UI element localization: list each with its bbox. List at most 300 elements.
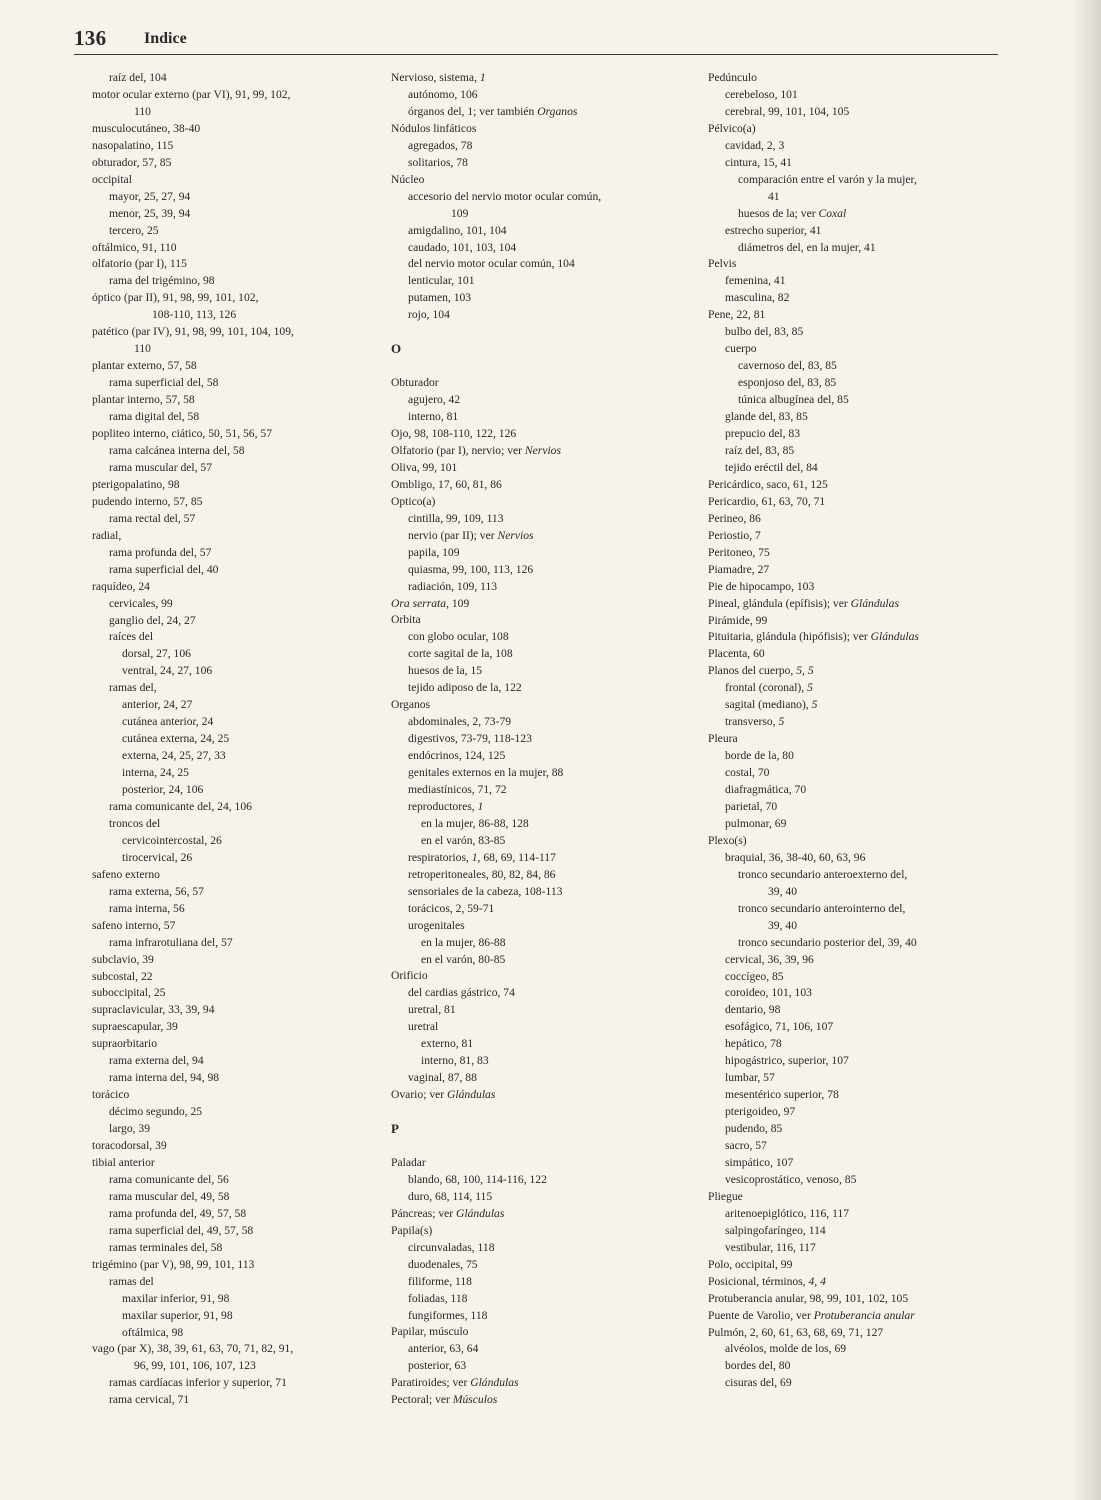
index-entry	[708, 104, 998, 121]
index-entry	[92, 1104, 382, 1121]
entry-text: rama del trigémino, 98	[109, 274, 215, 288]
index-entry	[92, 952, 382, 969]
index-entry	[92, 1172, 382, 1189]
index-entry	[708, 629, 998, 646]
entry-text: tejido adiposo de la, 122	[408, 681, 522, 695]
index-entry	[708, 1002, 998, 1019]
index-entry	[708, 511, 998, 528]
entry-text: posterior, 24, 106	[122, 783, 204, 797]
entry-text: safeno interno, 57	[92, 918, 176, 932]
index-entry	[708, 87, 998, 104]
entry-text: rama externa del, 94	[109, 1054, 204, 1068]
index-entry	[391, 206, 681, 223]
entry-text: 39, 40	[768, 918, 797, 932]
entry-text: rama infrarotuliana del, 57	[109, 935, 233, 949]
index-entry	[92, 443, 382, 460]
entry-text: raíz del, 104	[109, 71, 167, 84]
entry-text: raquídeo, 24	[92, 579, 150, 593]
index-entry	[391, 1087, 681, 1104]
index-entry	[708, 1138, 998, 1155]
entry-italic-ref: Nervios	[524, 443, 561, 457]
entry-text: rama superficial del, 58	[109, 376, 219, 390]
index-entry	[708, 392, 998, 409]
index-entry	[92, 273, 382, 290]
index-entry	[391, 511, 681, 528]
entry-text: tronco secundario anterointerno del,	[738, 901, 906, 915]
index-entry	[391, 1070, 681, 1087]
index-entry	[391, 612, 681, 629]
entry-text: del nervio motor ocular común, 104	[408, 257, 575, 271]
entry-text: tibial anterior	[92, 1156, 155, 1169]
entry-text: vesicoprostático, venoso, 85	[725, 1172, 857, 1186]
index-entry	[708, 494, 998, 511]
index-entry	[92, 1121, 382, 1138]
index-entry	[92, 579, 382, 596]
entry-text: Papila(s)	[391, 1223, 433, 1237]
index-column-2	[391, 70, 681, 1409]
entry-text: subclavio, 39	[92, 952, 154, 966]
entry-text: Pedúnculo	[708, 71, 757, 84]
index-entry	[92, 1070, 382, 1087]
entry-text: Posicional, términos,	[708, 1274, 809, 1288]
entry-italic-ref: Nervios	[497, 528, 534, 542]
entry-text: olfatorio (par I), 115	[92, 257, 187, 271]
entry-text: patético (par IV), 91, 98, 99, 101, 104, 109,	[92, 325, 294, 339]
index-entry	[708, 1155, 998, 1172]
entry-text: maxilar inferior, 91, 98	[122, 1291, 230, 1305]
entry-text: Puente de Varolio, ver	[708, 1308, 814, 1322]
entry-text: sensoriales de la cabeza, 108-113	[408, 884, 563, 898]
index-entry	[708, 935, 998, 952]
entry-text: sacro, 57	[725, 1139, 767, 1153]
entry-text: rama muscular del, 57	[109, 460, 213, 474]
entry-text: bulbo del, 83, 85	[725, 325, 804, 339]
entry-text: safeno externo	[92, 867, 160, 881]
index-entry	[92, 1019, 382, 1036]
index-entry	[92, 613, 382, 630]
entry-text: Planos del cuerpo,	[708, 664, 797, 678]
entry-text: agujero, 42	[408, 393, 461, 407]
entry-italic-ref: Organos	[537, 104, 578, 118]
index-entry	[708, 155, 998, 172]
index-entry	[391, 1223, 681, 1240]
entry-italic-ref: Glándulas	[447, 1088, 496, 1102]
entry-text: occipital	[92, 172, 132, 186]
index-entry	[708, 646, 998, 663]
entry-text: Ombligo, 17, 60, 81, 86	[391, 477, 502, 491]
index-entry	[708, 1308, 998, 1325]
entry-text: huesos de la; ver	[738, 206, 819, 220]
index-entry	[391, 426, 681, 443]
index-entry	[92, 494, 382, 511]
entry-text: Pleura	[708, 732, 738, 746]
index-entry	[92, 1002, 382, 1019]
spacer	[391, 324, 681, 341]
index-entry	[708, 1036, 998, 1053]
index-entry	[391, 850, 681, 867]
index-entry	[92, 511, 382, 528]
index-entry	[92, 1257, 382, 1274]
index-entry	[708, 256, 998, 273]
entry-text: Pene, 22, 81	[708, 308, 766, 322]
entry-text: mesentérico superior, 78	[725, 1088, 839, 1102]
entry-text: cervicales, 99	[109, 596, 173, 610]
entry-text: papila, 109	[408, 545, 460, 559]
index-entry	[708, 1375, 998, 1392]
entry-text: en la mujer, 86-88	[421, 935, 506, 949]
entry-text: Pélvico(a)	[708, 121, 756, 135]
index-entry	[708, 528, 998, 545]
index-entry	[92, 460, 382, 477]
index-entry	[391, 256, 681, 273]
entry-text: autónomo, 106	[408, 87, 478, 101]
entry-text: retroperitoneales, 80, 82, 84, 86	[408, 867, 556, 881]
page-number: 136	[74, 26, 107, 50]
entry-text: supraescapular, 39	[92, 1020, 178, 1034]
index-entry	[708, 443, 998, 460]
index-entry	[391, 765, 681, 782]
entry-text: rama profunda del, 57	[109, 545, 212, 559]
entry-text: simpático, 107	[725, 1156, 794, 1169]
index-entry	[391, 579, 681, 596]
entry-text: vaginal, 87, 88	[408, 1071, 477, 1085]
entry-text: Paladar	[391, 1155, 426, 1169]
entry-text: 109	[451, 206, 469, 220]
section-title: Indice	[144, 30, 187, 47]
entry-text: rama superficial del, 49, 57, 58	[109, 1223, 254, 1237]
index-entry	[708, 613, 998, 630]
index-entry	[708, 985, 998, 1002]
entry-italic-ref: 1	[477, 799, 484, 813]
index-entry	[92, 1375, 382, 1392]
entry-text-after: , 109	[446, 596, 470, 610]
entry-text: Obturador	[391, 376, 439, 390]
entry-italic-ref: Coxal	[818, 206, 847, 220]
spacer	[391, 358, 681, 375]
index-entry	[92, 935, 382, 952]
entry-text: sagital (mediano),	[725, 698, 812, 712]
entry-text: 39, 40	[768, 884, 797, 898]
entry-text: Pineal, glándula (epífisis); ver	[708, 596, 851, 610]
index-entry	[391, 189, 681, 206]
index-entry	[708, 1240, 998, 1257]
index-entry	[708, 341, 998, 358]
entry-text: costal, 70	[725, 766, 770, 780]
entry-text: agregados, 78	[408, 138, 473, 152]
index-entry	[92, 1087, 382, 1104]
index-entry	[92, 867, 382, 884]
index-entry	[391, 87, 681, 104]
entry-text: coccígeo, 85	[725, 969, 784, 983]
index-entry	[708, 918, 998, 935]
entry-text: Pectoral; ver	[391, 1393, 453, 1407]
entry-text: pterigopalatino, 98	[92, 477, 180, 491]
entry-text: radiación, 109, 113	[408, 579, 498, 593]
letter-heading	[391, 1121, 681, 1138]
entry-text: rama interna, 56	[109, 901, 185, 915]
index-entry	[708, 409, 998, 426]
entry-text: Olfatorio (par I), nervio; ver	[391, 443, 525, 457]
index-entry	[708, 952, 998, 969]
spacer	[391, 1104, 681, 1121]
entry-text: Ovario; ver	[391, 1088, 448, 1102]
entry-text: respiratorios,	[408, 850, 472, 864]
index-entry	[708, 1104, 998, 1121]
entry-text: pulmonar, 69	[725, 816, 787, 830]
entry-text: anterior, 63, 64	[408, 1342, 479, 1356]
entry-text: ramas del	[109, 1274, 154, 1288]
index-entry	[708, 782, 998, 799]
entry-text: en el varón, 80-85	[421, 952, 506, 966]
entry-text: 108-110, 113, 126	[152, 308, 237, 322]
entry-text: toracodorsal, 39	[92, 1139, 167, 1153]
entry-text: tercero, 25	[109, 223, 159, 237]
index-entry	[391, 629, 681, 646]
entry-text: plantar interno, 57, 58	[92, 393, 195, 407]
entry-text: vestibular, 116, 117	[725, 1240, 816, 1254]
index-entry	[92, 528, 382, 545]
index-entry	[92, 341, 382, 358]
entry-text: nervio (par II); ver	[408, 528, 498, 542]
entry-text: Protuberancia anular, 98, 99, 101, 102, 105	[708, 1291, 909, 1305]
index-entry	[92, 290, 382, 307]
entry-text: Pelvis	[708, 257, 737, 271]
entry-text: troncos del	[109, 816, 161, 830]
index-entry	[708, 223, 998, 240]
index-entry	[391, 884, 681, 901]
index-entry	[92, 850, 382, 867]
entry-text: braquial, 36, 38-40, 60, 63, 96	[725, 850, 866, 864]
entry-text: Oliva, 99, 101	[391, 460, 458, 474]
entry-text: torácico	[92, 1088, 130, 1102]
entry-text: diafragmática, 70	[725, 783, 807, 797]
index-entry	[708, 901, 998, 918]
entry-text: amigdalino, 101, 104	[408, 223, 507, 237]
index-entry	[391, 1155, 681, 1172]
index-entry	[391, 240, 681, 257]
index-entry	[391, 952, 681, 969]
entry-italic-ref: Protuberancia anular	[813, 1308, 915, 1322]
index-entry	[92, 104, 382, 121]
entry-text: anterior, 24, 27	[122, 698, 193, 712]
index-entry	[92, 1392, 382, 1409]
index-entry	[708, 1325, 998, 1342]
index-entry	[391, 833, 681, 850]
index-entry	[708, 1121, 998, 1138]
index-entry	[391, 646, 681, 663]
index-entry	[92, 121, 382, 138]
entry-text: con globo ocular, 108	[408, 630, 509, 644]
entry-text: oftálmico, 91, 110	[92, 240, 177, 254]
entry-text: cavernoso del, 83, 85	[738, 359, 837, 373]
entry-text: estrecho superior, 41	[725, 223, 822, 237]
index-entry	[92, 206, 382, 223]
entry-text: foliadas, 118	[408, 1291, 468, 1305]
index-entry	[708, 867, 998, 884]
index-entry	[708, 460, 998, 477]
index-entry	[92, 138, 382, 155]
entry-text: posterior, 63	[408, 1359, 467, 1373]
entry-text: motor ocular externo (par VI), 91, 99, 102,	[92, 87, 291, 101]
entry-text: urogenitales	[408, 918, 465, 932]
entry-text: rama interna del, 94, 98	[109, 1071, 220, 1085]
index-entry	[92, 799, 382, 816]
entry-text: prepucio del, 83	[725, 427, 801, 441]
entry-text: cervical, 36, 39, 96	[725, 952, 814, 966]
index-entry	[92, 155, 382, 172]
index-entry	[708, 1274, 998, 1291]
entry-text: cutánea anterior, 24	[122, 715, 214, 729]
index-entry	[92, 765, 382, 782]
index-entry	[391, 1036, 681, 1053]
entry-text: corte sagital de la, 108	[408, 647, 513, 661]
index-entry	[391, 968, 681, 985]
entry-text: Pie de hipocampo, 103	[708, 579, 815, 593]
index-entry	[708, 1070, 998, 1087]
entry-text: interno, 81	[408, 410, 459, 424]
index-entry	[391, 1341, 681, 1358]
entry-text: Papilar, músculo	[391, 1325, 469, 1339]
entry-text: alvéolos, molde de los, 69	[725, 1342, 847, 1356]
page-header	[74, 26, 998, 55]
entry-text: supraorbitario	[92, 1037, 158, 1051]
entry-text: pterigoideo, 97	[725, 1105, 796, 1119]
entry-text: Polo, occipital, 99	[708, 1257, 793, 1271]
index-entry	[92, 70, 382, 87]
entry-text: Paratiroides; ver	[391, 1376, 471, 1390]
entry-text: Plexo(s)	[708, 833, 747, 847]
index-entry	[92, 324, 382, 341]
index-entry	[391, 409, 681, 426]
entry-text: rama muscular del, 49, 58	[109, 1189, 230, 1203]
index-entry	[92, 731, 382, 748]
index-entry	[92, 663, 382, 680]
entry-text: caudado, 101, 103, 104	[408, 240, 517, 254]
index-entry	[92, 240, 382, 257]
index-entry	[391, 816, 681, 833]
index-entry	[391, 545, 681, 562]
entry-text: mediastínicos, 71, 72	[408, 783, 507, 796]
index-entry	[708, 1341, 998, 1358]
index-entry	[391, 1019, 681, 1036]
entry-text: nasopalatino, 115	[92, 138, 174, 152]
entry-text: hepático, 78	[725, 1037, 782, 1051]
entry-text: 110	[134, 104, 151, 118]
entry-italic-ref: 4, 4	[808, 1274, 826, 1288]
entry-text: duro, 68, 114, 115	[408, 1189, 493, 1203]
entry-text: endócrinos, 124, 125	[408, 749, 506, 763]
index-entry	[391, 443, 681, 460]
index-entry	[708, 1019, 998, 1036]
index-entry	[708, 1358, 998, 1375]
index-entry	[92, 1138, 382, 1155]
entry-text: hipogástrico, superior, 107	[725, 1054, 849, 1068]
entry-text: cintura, 15, 41	[725, 155, 792, 169]
entry-text: musculocutáneo, 38-40	[92, 121, 201, 135]
index-entry	[391, 104, 681, 121]
index-entry	[708, 833, 998, 850]
entry-text: huesos de la, 15	[408, 664, 483, 678]
entry-text: blando, 68, 100, 114-116, 122	[408, 1172, 547, 1186]
entry-text: cerebral, 99, 101, 104, 105	[725, 104, 850, 118]
index-entry	[391, 935, 681, 952]
index-entry	[92, 1358, 382, 1375]
index-entry	[391, 70, 681, 87]
index-entry	[92, 646, 382, 663]
entry-text: genitales externos en la mujer, 88	[408, 766, 564, 780]
entry-text: tronco secundario anteroexterno del,	[738, 867, 908, 881]
entry-text: 41	[768, 189, 780, 203]
index-entry	[391, 477, 681, 494]
index-entry	[708, 697, 998, 714]
entry-text: Organos	[391, 698, 431, 712]
index-entry	[391, 290, 681, 307]
index-entry	[92, 918, 382, 935]
index-entry	[92, 392, 382, 409]
index-entry	[708, 189, 998, 206]
entry-text: uretral	[408, 1020, 439, 1034]
letter-heading	[391, 341, 681, 358]
entry-text: borde de la, 80	[725, 749, 794, 763]
index-entry	[708, 562, 998, 579]
entry-text: vago (par X), 38, 39, 61, 63, 70, 71, 82, 91,	[92, 1342, 294, 1356]
entry-text: uretral, 81	[408, 1003, 456, 1017]
index-entry	[708, 375, 998, 392]
entry-text: circunvaladas, 118	[408, 1240, 495, 1254]
index-entry	[391, 155, 681, 172]
index-entry	[92, 1274, 382, 1291]
index-entry	[391, 562, 681, 579]
entry-text: Pericardio, 61, 63, 70, 71	[708, 494, 826, 508]
entry-text: torácicos, 2, 59-71	[408, 901, 495, 915]
entry-text: cisuras del, 69	[725, 1376, 792, 1390]
index-entry	[92, 1325, 382, 1342]
entry-text: cintilla, 99, 109, 113	[408, 511, 504, 525]
entry-text: esofágico, 71, 106, 107	[725, 1020, 834, 1034]
index-entry	[708, 1087, 998, 1104]
entry-text: rama cervical, 71	[109, 1393, 190, 1407]
index-entry	[708, 1257, 998, 1274]
index-entry	[92, 680, 382, 697]
entry-text: rama superficial del, 40	[109, 562, 219, 576]
index-entry	[391, 460, 681, 477]
entry-text: Nervioso, sistema,	[391, 71, 480, 84]
index-entry	[391, 1274, 681, 1291]
entry-text: Pulmón, 2, 60, 61, 63, 68, 69, 71, 127	[708, 1325, 884, 1339]
index-entry	[391, 392, 681, 409]
index-entry	[391, 663, 681, 680]
index-column-1	[92, 70, 382, 1409]
entry-text: solitarios, 78	[408, 155, 468, 169]
entry-italic-ref: 1	[479, 71, 486, 84]
entry-text: rama comunicante del, 56	[109, 1172, 229, 1186]
index-entry	[92, 409, 382, 426]
entry-text: tejido eréctil del, 84	[725, 460, 818, 474]
entry-text: rama comunicante del, 24, 106	[109, 799, 252, 813]
entry-text: obturador, 57, 85	[92, 155, 172, 169]
entry-text: supraclavicular, 33, 39, 94	[92, 1003, 215, 1017]
entry-text: Ojo, 98, 108-110, 122, 126	[391, 426, 517, 440]
index-entry	[92, 985, 382, 1002]
entry-text: cervicointercostal, 26	[122, 833, 222, 847]
entry-text: esponjoso del, 83, 85	[738, 376, 837, 390]
entry-text: ramas del,	[109, 681, 157, 695]
entry-italic-ref: 5	[778, 715, 785, 729]
entry-text: aritenoepiglótico, 116, 117	[725, 1206, 850, 1220]
page-edge-shadow	[1071, 0, 1101, 1500]
index-entry	[92, 307, 382, 324]
index-entry	[391, 799, 681, 816]
